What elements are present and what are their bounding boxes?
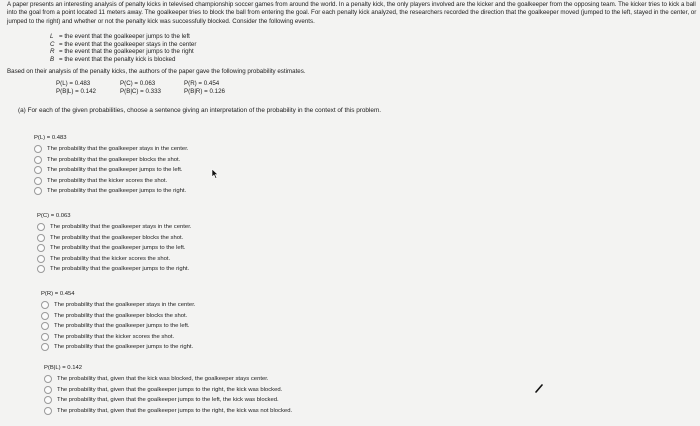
question-block-pbl [44, 365, 292, 416]
option-text: The probability that the goalkeeper jumps to the right. [50, 266, 190, 273]
answer-option[interactable] [34, 155, 188, 166]
question-block-pl [34, 135, 188, 197]
event-symbol: R [50, 48, 55, 56]
event-text: = the event that the goalkeeper stays in the center [59, 40, 197, 48]
event-text: = the event that the goalkeeper jumps to the right [59, 48, 194, 56]
answer-option[interactable] [44, 374, 292, 385]
answer-option[interactable] [34, 165, 188, 176]
radio-button[interactable] [41, 333, 49, 341]
option-text: The probability that, given that the kick was blocked, the goalkeeper stays center. [57, 376, 269, 383]
radio-button[interactable] [37, 244, 45, 252]
answer-option[interactable] [41, 342, 195, 353]
event-text: = the event that the goalkeeper jumps to the left [59, 33, 190, 40]
option-text: The probability that the kicker scores the shot. [50, 255, 171, 262]
radio-button[interactable] [41, 301, 49, 309]
answer-option[interactable] [34, 176, 188, 187]
answer-option[interactable] [37, 243, 191, 254]
radio-button[interactable] [41, 312, 49, 320]
definition-row [50, 41, 196, 49]
question-label: P(B|L) = 0.142 [44, 365, 83, 371]
radio-button[interactable] [44, 396, 52, 404]
problem-intro: A paper presents an interesting analysis of penalty kicks in televised championship soccer games from around the world. In a penalty kick, the only players involved are the kicker and the goalkeeper from the opposing team. The kicker tries to kick a ball into the goal from a point located 11 meters away. The goalkeeper tries to block the ball from entering the goal. For each penalty kick analyzed, the researchers recorded the direction that the goalkeeper moved (jumped to the left, stayed in the center, or jumped to the right) and whether or not the penalty kick was successfully blocked. Consider the following events. [7, 1, 697, 25]
estimates-row [56, 80, 248, 88]
option-text: The probability that the goalkeeper blocks the shot. [47, 156, 181, 163]
radio-button[interactable] [34, 166, 42, 174]
answer-option[interactable] [41, 321, 195, 332]
option-text: The probability that the goalkeeper jumps to the right. [54, 344, 194, 351]
event-symbol: B [50, 55, 55, 63]
answer-option[interactable] [37, 264, 191, 275]
event-definitions [50, 33, 196, 63]
estimate-value: P(B|C) = 0.333 [120, 88, 161, 95]
option-text: The probability that the goalkeeper jumps to the left. [50, 245, 186, 252]
answer-option[interactable] [41, 300, 195, 311]
part-a-prompt: (a) For each of the given probabilities, choose a sentence giving an interpretation of the probability in the context of this problem. [18, 107, 382, 114]
mouse-cursor-icon [211, 169, 219, 179]
option-text: The probability that the goalkeeper jumps to the left. [54, 323, 190, 330]
option-text: The probability that the goalkeeper stays in the center. [47, 146, 189, 153]
radio-button[interactable] [34, 156, 42, 164]
option-text: The probability that the kicker scores the shot. [54, 333, 175, 340]
answer-option[interactable] [37, 254, 191, 265]
option-text: The probability that the goalkeeper jumps to the right. [47, 188, 187, 195]
estimate-value: P(B|L) = 0.142 [56, 88, 96, 95]
estimate-value: P(R) = 0.454 [184, 80, 220, 87]
radio-button[interactable] [37, 265, 45, 273]
radio-button[interactable] [44, 407, 52, 415]
radio-button[interactable] [37, 223, 45, 231]
radio-button[interactable] [34, 177, 42, 185]
estimate-value: P(C) = 0.063 [120, 80, 156, 87]
radio-button[interactable] [34, 145, 42, 153]
question-block-pc [37, 213, 191, 275]
question-block-pr [41, 291, 195, 353]
event-text: = the event that the penalty kick is blocked [59, 55, 176, 63]
answer-option[interactable] [37, 222, 191, 233]
estimate-value: P(L) = 0.483 [56, 80, 91, 87]
radio-button[interactable] [37, 255, 45, 263]
option-text: The probability that the goalkeeper stays in the center. [54, 302, 196, 309]
estimate-value: P(B|R) = 0.126 [184, 88, 225, 95]
answer-option[interactable] [37, 233, 191, 244]
answer-option[interactable] [44, 395, 292, 406]
answer-option[interactable] [41, 311, 195, 322]
radio-button[interactable] [41, 343, 49, 351]
radio-button[interactable] [41, 322, 49, 330]
question-label: P(L) = 0.483 [34, 135, 67, 141]
option-text: The probability that the goalkeeper jumps to the left. [47, 167, 183, 174]
option-text: The probability that the goalkeeper blocks the shot. [54, 312, 188, 319]
estimates-intro: Based on their analysis of the penalty kicks, the authors of the paper gave the following probability estimates. [7, 68, 306, 75]
definition-row [50, 56, 196, 64]
radio-button[interactable] [37, 234, 45, 242]
estimates-row [56, 88, 248, 96]
answer-option[interactable] [44, 406, 292, 417]
question-label: P(R) = 0.454 [41, 291, 75, 297]
answer-option[interactable] [44, 385, 292, 396]
definition-row [50, 48, 196, 56]
event-symbol: L [50, 33, 54, 40]
option-text: The probability that, given that the goalkeeper jumps to the right, the kick was blocked. [57, 386, 283, 393]
option-text: The probability that, given that the goalkeeper jumps to the right, the kick was not blocked. [57, 407, 293, 414]
pen-stroke-icon [534, 383, 544, 393]
answer-option[interactable] [41, 332, 195, 343]
option-text: The probability that the goalkeeper blocks the shot. [50, 234, 184, 241]
question-label: P(C) = 0.063 [37, 213, 71, 219]
option-text: The probability that the goalkeeper stays in the center. [50, 224, 192, 231]
radio-button[interactable] [34, 187, 42, 195]
probability-estimates [56, 80, 248, 96]
option-text: The probability that the kicker scores the shot. [47, 177, 168, 184]
answer-option[interactable] [34, 186, 188, 197]
answer-option[interactable] [34, 144, 188, 155]
definition-row [50, 33, 196, 41]
radio-button[interactable] [44, 375, 52, 383]
radio-button[interactable] [44, 386, 52, 394]
event-symbol: C [50, 40, 55, 48]
option-text: The probability that, given that the goalkeeper jumps to the left, the kick was blocked. [57, 397, 279, 404]
